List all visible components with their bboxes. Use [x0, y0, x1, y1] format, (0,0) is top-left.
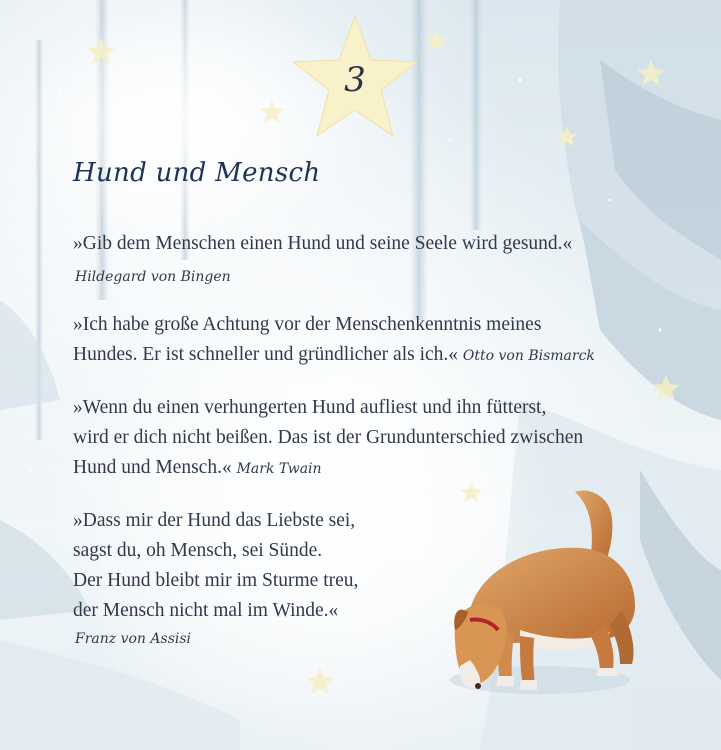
quote-author: Hildegard von Bingen	[75, 269, 231, 285]
quote-line: der Mensch nicht mal im Winde.«	[73, 600, 339, 621]
quote-line	[73, 453, 583, 484]
quote-line: »Ich habe große Achtung vor der Menschenkenntnis meines	[73, 314, 542, 335]
quote-line	[73, 340, 595, 371]
quote-line-text: Hund und Mensch.«	[73, 457, 232, 478]
quote-line: wird er dich nicht beißen. Das ist der Grundunterschied zwischen	[73, 427, 584, 448]
quote-author-block	[75, 266, 231, 285]
quote-line: »Dass mir der Hund das Liebste sei,	[73, 510, 356, 531]
quote-author-block	[75, 628, 191, 647]
quote-line: sagst du, oh Mensch, sei Sünde.	[73, 540, 323, 561]
day-number-badge	[285, 10, 425, 145]
quote-author: Otto von Bismarck	[462, 348, 595, 364]
quote-line: »Gib dem Menschen einen Hund und seine Seele wird gesund.«	[73, 233, 573, 254]
quote-line-text: Hundes. Er ist schneller und gründlicher als ich.«	[73, 344, 459, 365]
day-number: 3	[344, 60, 366, 100]
quote-line: »Wenn du einen verhungerten Hund aufliest und ihn fütterst,	[73, 397, 547, 418]
quote-line: Der Hund bleibt mir im Sturme treu,	[73, 570, 359, 591]
quote-bismarck	[73, 310, 595, 371]
quote-franz	[73, 506, 358, 626]
quote-twain	[73, 393, 583, 484]
page-title: Hund und Mensch	[73, 158, 321, 188]
quote-author: Franz von Assisi	[75, 631, 192, 647]
quote-hildegard	[73, 229, 572, 259]
quote-author: Mark Twain	[236, 461, 322, 477]
